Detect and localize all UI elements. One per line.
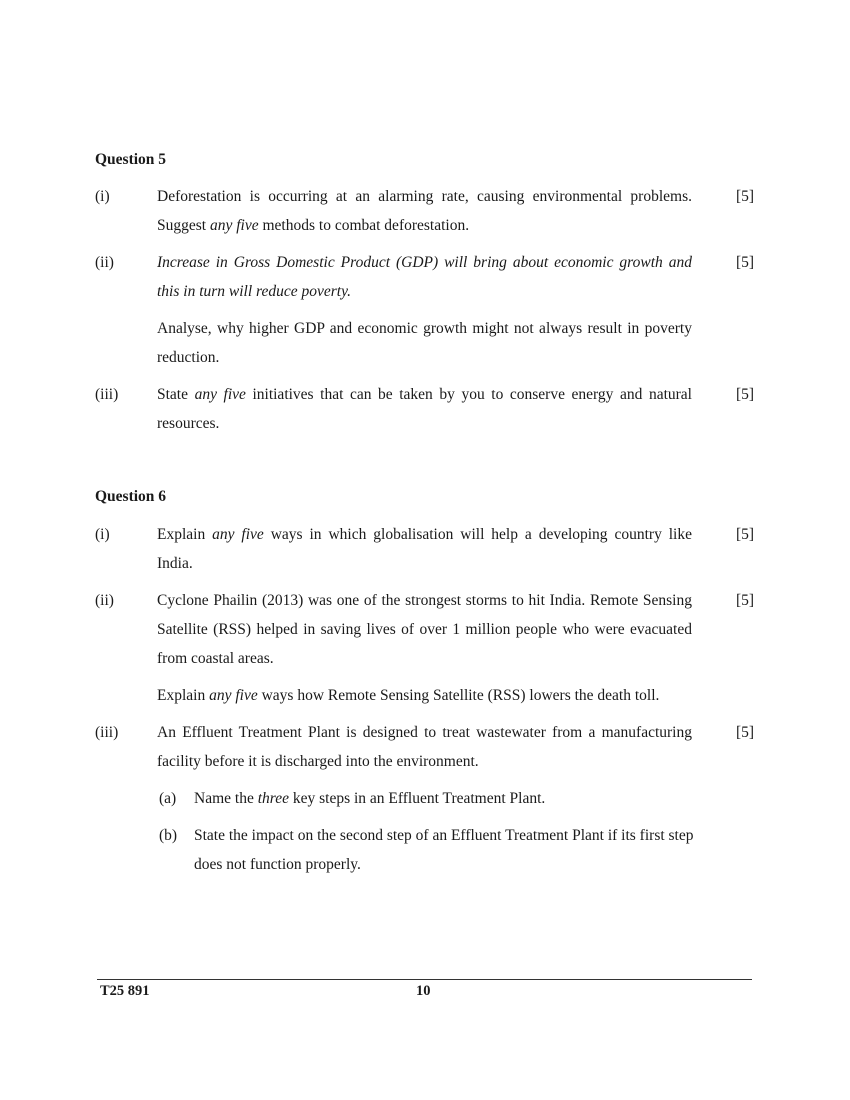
q5-i-number: (i) bbox=[95, 188, 110, 205]
q5-i-marks: [5] bbox=[736, 188, 755, 205]
q6-iii-a-text: Name the three key steps in an Effluent Treatment Plant. bbox=[194, 790, 546, 807]
q6-i-text: Explain any five ways in which globalisation will help a developing country like India. bbox=[157, 526, 692, 572]
q6-ii-instruction: Explain any five ways how Remote Sensing Satellite (RSS) lowers the death toll. bbox=[157, 687, 660, 704]
q6-iii-a-label: (a) bbox=[159, 790, 177, 807]
question-6-heading: Question 6 bbox=[95, 488, 167, 505]
question-5-heading: Question 5 bbox=[95, 151, 167, 168]
q6-iii-b-text: State the impact on the second step of an Effluent Treatment Plant if its first step does not function properly. bbox=[194, 827, 694, 873]
q6-iii-b-label: (b) bbox=[159, 827, 178, 844]
q5-ii-number: (ii) bbox=[95, 254, 114, 271]
q6-iii-text: An Effluent Treatment Plant is designed to treat wastewater from a manufacturing facility before it is discharged into the environment. bbox=[157, 724, 692, 770]
q5-iii-number: (iii) bbox=[95, 386, 119, 403]
page-number: 10 bbox=[416, 983, 431, 999]
q5-ii-text: Analyse, why higher GDP and economic growth might not always result in poverty reduction. bbox=[157, 320, 692, 366]
footer-rule bbox=[97, 979, 752, 980]
q6-ii-marks: [5] bbox=[736, 592, 755, 609]
q5-iii-marks: [5] bbox=[736, 386, 755, 403]
q6-ii-text: Cyclone Phailin (2013) was one of the strongest storms to hit India. Remote Sensing Satellite (RSS) helped in saving lives of over 1 million people who were evacuated from coastal areas. bbox=[157, 592, 692, 667]
q6-iii-marks: [5] bbox=[736, 724, 755, 741]
q5-iii-text: State any five initiatives that can be taken by you to conserve energy and natural resources. bbox=[157, 386, 692, 432]
q6-i-marks: [5] bbox=[736, 526, 755, 543]
q6-i-number: (i) bbox=[95, 526, 110, 543]
q5-ii-quote: Increase in Gross Domestic Product (GDP) will bring about economic growth and this in turn will reduce poverty. bbox=[157, 254, 692, 300]
q5-ii-marks: [5] bbox=[736, 254, 755, 271]
q5-i-text: Deforestation is occurring at an alarming rate, causing environmental problems. Suggest any five methods to combat deforestation. bbox=[157, 188, 692, 234]
q6-iii-number: (iii) bbox=[95, 724, 119, 741]
paper-code: T25 891 bbox=[100, 983, 150, 999]
q6-ii-number: (ii) bbox=[95, 592, 114, 609]
